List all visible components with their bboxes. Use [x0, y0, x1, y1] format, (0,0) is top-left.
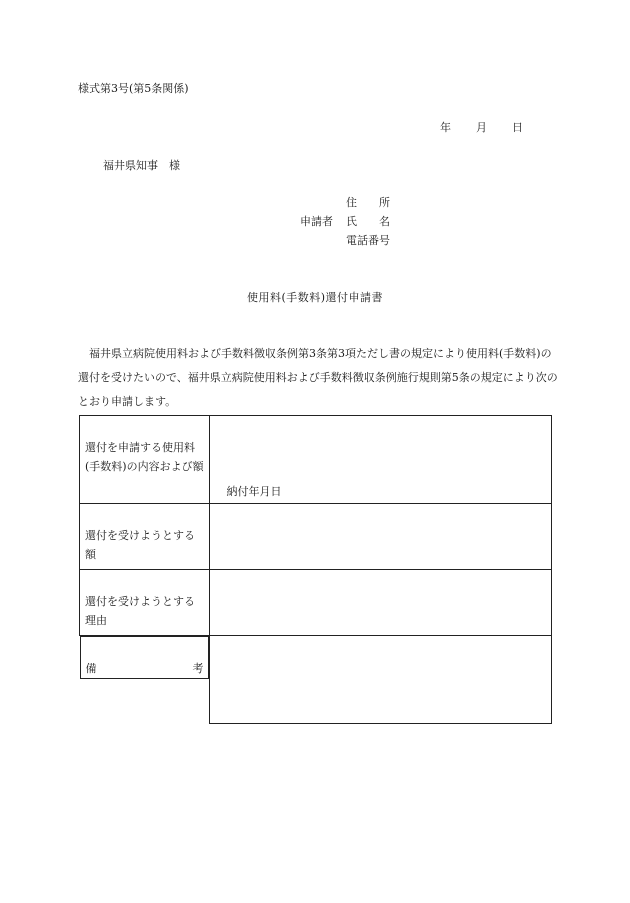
applicant-label: 申請者 [300, 215, 333, 228]
phone-label: 電話番号 [346, 234, 390, 247]
form-number: 様式第3号(第5条関係) [78, 82, 189, 95]
table-row [80, 570, 552, 636]
addressee: 福井県知事 様 [103, 159, 180, 172]
table-row [80, 416, 552, 504]
remarks-label-right: 考 [192, 662, 204, 675]
table-row [80, 636, 552, 724]
remarks-field[interactable] [209, 636, 552, 724]
refund-content-field[interactable] [209, 416, 552, 504]
refund-reason-field[interactable] [209, 570, 552, 636]
remarks-label [80, 636, 209, 679]
table-row [80, 504, 552, 570]
body-paragraph: 福井県立病院使用料および手数料徴収条例第3条第3項ただし書の規定により使用料(手数料)の還付を受けたいので、福井県立病院使用料および手数料徴収条例施行規則第5条の規定により次のとおり申請します。 [78, 347, 558, 408]
refund-amount-field[interactable] [209, 504, 552, 570]
refund-content-label: 還付を申請する使用料(手数料)の内容および額 [80, 416, 210, 504]
address-label: 住 所 [346, 196, 390, 209]
payment-date-label: 納付年月日 [226, 485, 282, 498]
refund-amount-label: 還付を受けようとする額 [80, 504, 210, 570]
body-text [78, 342, 558, 414]
date-year-label: 年 [440, 121, 451, 134]
application-table [79, 415, 552, 724]
remarks-label-left: 備 [85, 662, 97, 675]
refund-reason-label: 還付を受けようとする理由 [80, 570, 210, 636]
date-day-label: 日 [512, 121, 523, 134]
date-month-label: 月 [476, 121, 487, 134]
name-label: 氏 名 [346, 215, 390, 228]
document-title: 使用料(手数料)還付申請書 [246, 291, 384, 304]
